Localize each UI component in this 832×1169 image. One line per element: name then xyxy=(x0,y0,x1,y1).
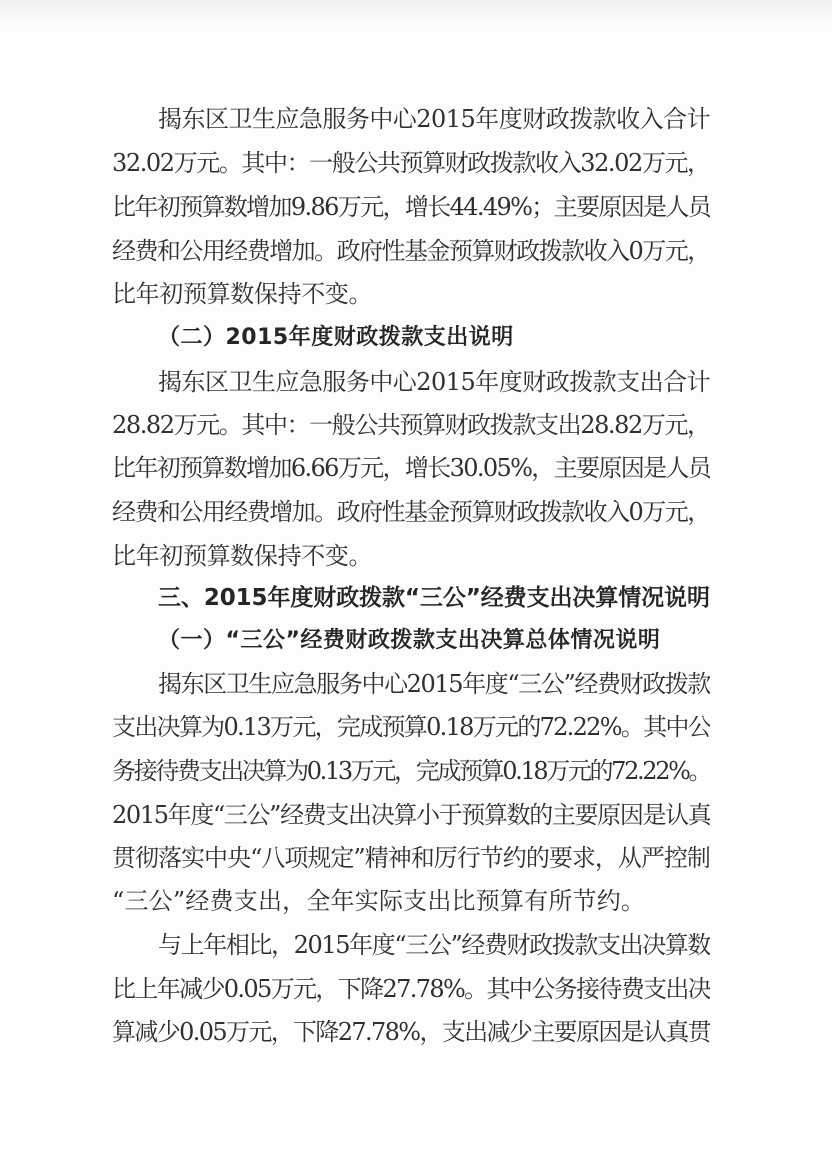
paragraph-line: 揭东区卫生应急服务中心2015年度财政拨款收入合计 xyxy=(158,105,710,133)
paragraph-line: 2015年度“三公”经费支出决算小于预算数的主要原因是认真 xyxy=(112,801,710,829)
paragraph-line: 与上年相比，2015年度“三公”经费财政拨款支出决算数 xyxy=(158,931,710,959)
paragraph-line: 经费和公用经费增加。政府性基金预算财政拨款收入0万元， xyxy=(112,498,710,526)
section-heading: （二）2015年度财政拨款支出说明 xyxy=(158,325,514,350)
subsection-heading: （一）“三公”经费财政拨款支出决算总体情况说明 xyxy=(158,628,661,653)
paragraph-line: 比年初预算数保持不变。 xyxy=(112,542,372,570)
section-heading: 三、2015年度财政拨款“三公”经费支出决算情况说明 xyxy=(158,585,710,611)
paragraph-line: 算减少0.05万元，下降27.78%，支出减少主要原因是认真贯 xyxy=(112,1018,710,1046)
paragraph-line: 务接待费支出决算为0.13万元，完成预算0.18万元的72.22%。 xyxy=(112,757,710,785)
scan-edge-shade xyxy=(0,0,832,30)
paragraph-line: 比年初预算数保持不变。 xyxy=(112,280,372,308)
paragraph-line: 比年初预算数增加9.86万元，增长44.49%；主要原因是人员 xyxy=(112,193,710,221)
paragraph-line: “三公”经费支出，全年实际支出比预算有所节约。 xyxy=(112,887,646,915)
paragraph-line: 32.02万元。其中：一般公共预算财政拨款收入32.02万元， xyxy=(112,149,710,177)
paragraph-line: 28.82万元。其中：一般公共预算财政拨款支出28.82万元， xyxy=(112,411,710,439)
paragraph-line: 支出决算为0.13万元，完成预算0.18万元的72.22%。其中公 xyxy=(112,713,710,741)
paragraph-line: 贯彻落实中央“八项规定”精神和厉行节约的要求，从严控制 xyxy=(112,844,710,872)
paragraph-line: 揭东区卫生应急服务中心2015年度财政拨款支出合计 xyxy=(158,368,710,396)
paragraph-line: 揭东区卫生应急服务中心2015年度“三公”经费财政拨款 xyxy=(158,670,710,698)
paragraph-line: 比年初预算数增加6.66万元，增长30.05%，主要原因是人员 xyxy=(112,454,710,482)
paragraph-line: 经费和公用经费增加。政府性基金预算财政拨款收入0万元， xyxy=(112,237,710,265)
paragraph-line: 比上年减少0.05万元，下降27.78%。其中公务接待费支出决 xyxy=(112,975,710,1003)
